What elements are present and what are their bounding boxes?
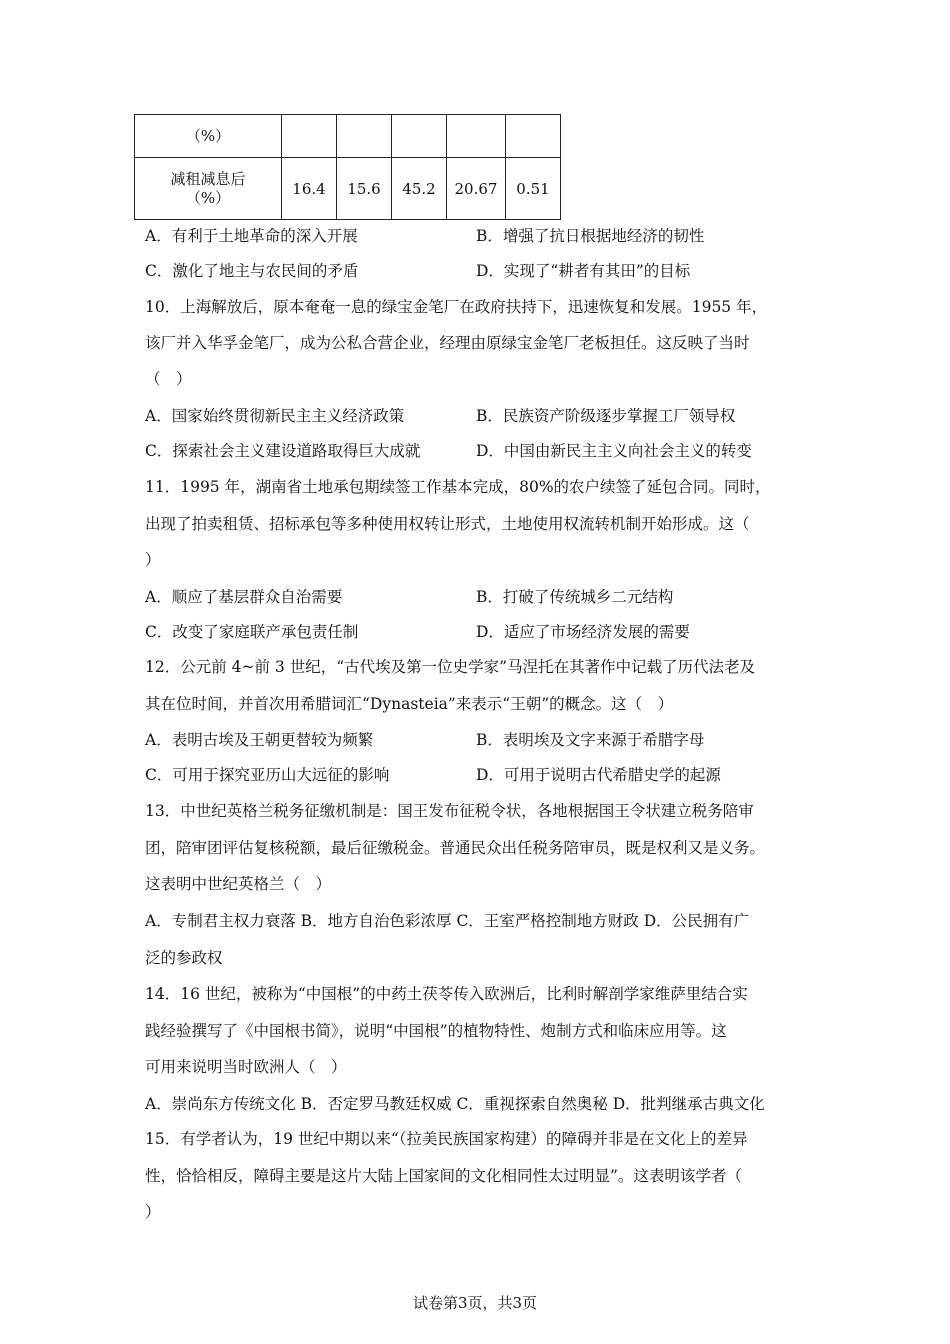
- q10-stem-line: 该厂并入华孚金笔厂，成为公私合营企业，经理由原绿宝金笔厂老板担任。这反映了当时: [145, 334, 750, 352]
- q15-stem-line: 性，恰恰相反，障碍主要是这片大陆上国家间的文化相同性太过明显”。这表明该学者（: [145, 1167, 742, 1185]
- q15-stem-line: 15．有学者认为，19 世纪中期以来“（拉美民族国家构建）的障碍并非是在文化上的差异: [145, 1130, 748, 1148]
- q11-stem-line: ）: [145, 551, 161, 569]
- table-cell: [392, 115, 447, 158]
- q11-option-b: B．打破了传统城乡二元结构: [476, 588, 674, 606]
- q12-stem-line: 其在位时间，并首次用希腊词汇“Dynasteia”来表示“王朝”的概念。这（ ）: [145, 695, 674, 713]
- q9-option-d: D．实现了“耕者有其田”的目标: [476, 262, 691, 280]
- q13-options: A．专制君主权力衰落 B．地方自治色彩浓厚 C．王室严格控制地方财政 D．公民拥有广: [145, 912, 750, 930]
- table-cell: [506, 115, 561, 158]
- q11-option-a: A．顺应了基层群众自治需要: [145, 588, 343, 606]
- table-cell: 20.67: [447, 158, 506, 220]
- q9-option-b: B．增强了抗日根据地经济的韧性: [476, 227, 705, 245]
- table-row: [135, 158, 561, 220]
- q13-stem-line: 这表明中世纪英格兰（ ）: [145, 875, 332, 893]
- table-cell: [337, 115, 392, 158]
- q11-stem-line: 出现了拍卖租赁、招标承包等多种使用权转让形式，土地使用权流转机制开始形成。这（: [145, 515, 750, 533]
- row-label-line: （%）: [185, 188, 231, 207]
- table-cell: 0.51: [506, 158, 561, 220]
- table-cell: [282, 115, 337, 158]
- table-row: [135, 115, 561, 158]
- q10-stem-line: 10．上海解放后，原本奄奄一息的绿宝金笔厂在政府扶持下，迅速恢复和发展。1955 年，: [145, 298, 768, 316]
- row-label: （%）: [135, 115, 282, 158]
- q12-option-d: D．可用于说明古代希腊史学的起源: [476, 766, 721, 784]
- page-footer: 试卷第3页，共3页: [412, 1294, 538, 1312]
- q11-option-d: D．适应了市场经济发展的需要: [476, 623, 690, 641]
- q9-option-c: C．激化了地主与农民间的矛盾: [145, 262, 359, 280]
- q12-option-b: B．表明埃及文字来源于希腊字母: [476, 731, 705, 749]
- table-cell: [447, 115, 506, 158]
- row-label-line: 减租减息后: [170, 169, 246, 188]
- q10-option-c: C．探索社会主义建设道路取得巨大成就: [145, 442, 421, 460]
- q14-stem-line: 可用来说明当时欧洲人（ ）: [145, 1058, 347, 1076]
- q10-option-d: D．中国由新民主主义向社会主义的转变: [476, 442, 752, 460]
- q9-option-a: A．有利于土地革命的深入开展: [145, 227, 358, 245]
- q14-options: A．崇尚东方传统文化 B．否定罗马教廷权威 C．重视探索自然奥秘 D．批判继承古典文化: [145, 1095, 765, 1113]
- q14-stem-line: 践经验撰写了《中国根书简》，说明“中国根”的植物特性、炮制方式和临床应用等。这: [145, 1022, 727, 1040]
- q12-option-a: A．表明古埃及王朝更替较为频繁: [145, 731, 374, 749]
- q14-stem-line: 14．16 世纪，被称为“中国根”的中药土茯苓传入欧洲后，比利时解剖学家维萨里结合实: [145, 985, 748, 1003]
- q11-stem-line: 11．1995 年，湖南省土地承包期续签工作基本完成，80%的农户续签了延包合同。同时，: [145, 478, 771, 496]
- q12-stem-line: 12．公元前 4~前 3 世纪，“古代埃及第一位史学家”马涅托在其著作中记载了历代法老及: [145, 658, 756, 676]
- q10-option-a: A．国家始终贯彻新民主主义经济政策: [145, 407, 405, 425]
- rent-reduction-table: [134, 114, 561, 220]
- q13-options-continued: 泛的参政权: [145, 949, 223, 967]
- q12-option-c: C．可用于探究亚历山大远征的影响: [145, 766, 390, 784]
- table-cell: 15.6: [337, 158, 392, 220]
- q13-stem-line: 团，陪审团评估复核税额，最后征缴税金。普通民众出任税务陪审员，既是权利又是义务。: [145, 839, 766, 857]
- row-label: [135, 158, 282, 220]
- table-cell: 45.2: [392, 158, 447, 220]
- q10-stem-line: （ ）: [145, 370, 192, 388]
- q13-stem-line: 13．中世纪英格兰税务征缴机制是：国王发布征税令状，各地根据国王令状建立税务陪审: [145, 802, 754, 820]
- table-cell: 16.4: [282, 158, 337, 220]
- q15-stem-line: ）: [145, 1203, 161, 1221]
- q10-option-b: B．民族资产阶级逐步掌握工厂领导权: [476, 407, 736, 425]
- q11-option-c: C．改变了家庭联产承包责任制: [145, 623, 359, 641]
